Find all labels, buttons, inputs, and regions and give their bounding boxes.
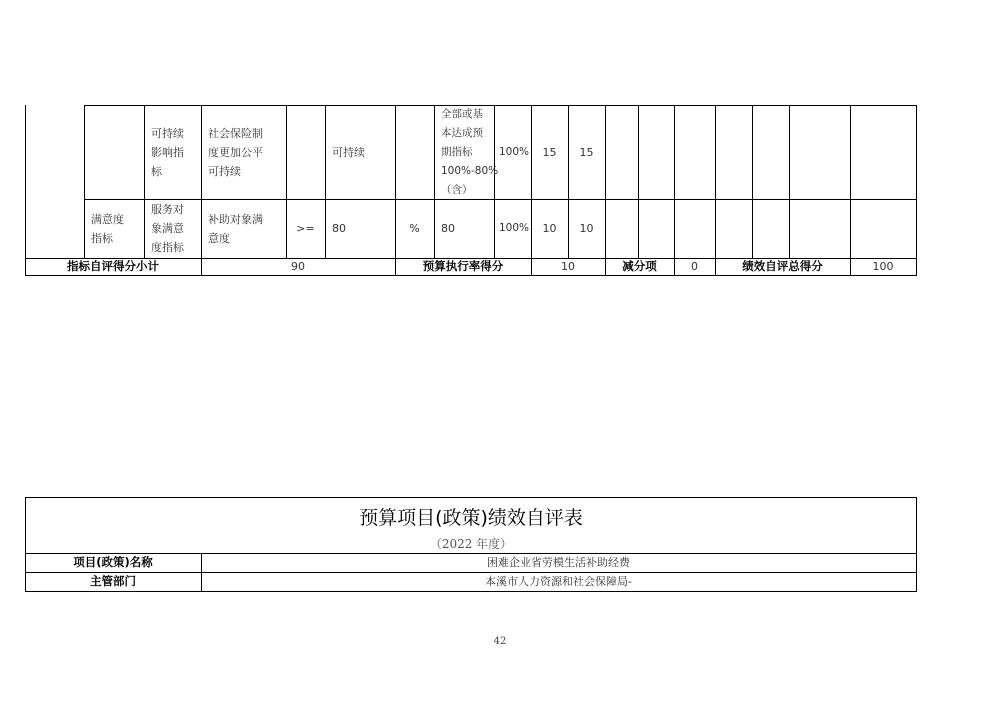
- subtotal-label: 指标自评得分小计: [67, 259, 159, 273]
- indicator-name: 社会保险制 度更加公平 可持续: [208, 127, 263, 178]
- department-value: 本溪市人力资源和社会保障局-: [485, 575, 632, 588]
- table-rule: [84, 199, 917, 200]
- department-label: 主管部门: [90, 574, 136, 588]
- table-rule: [752, 105, 753, 258]
- table-rule: [84, 105, 85, 258]
- table-rule: [201, 105, 202, 276]
- indicator-actual: 80: [441, 222, 455, 235]
- table-rule: [638, 105, 639, 258]
- indicator-weight: 10: [542, 222, 557, 235]
- budget-score-value: 10: [561, 260, 575, 273]
- project-name-value: 困难企业省劳模生活补助经费: [487, 556, 630, 569]
- budget-score-label: 预算执行率得分: [422, 259, 504, 273]
- indicator-score: 15: [579, 146, 594, 159]
- table-year: （2022 年度）: [429, 537, 513, 551]
- subtotal-value: 90: [291, 260, 305, 273]
- page-number: 42: [493, 636, 507, 647]
- indicator-level2: 满意度 指标: [91, 213, 124, 245]
- table-rule: [916, 105, 917, 276]
- deduction-value: 0: [691, 260, 698, 273]
- table-rule: [25, 591, 917, 592]
- table-rule: [84, 105, 917, 106]
- indicator-category: 可持续 影响指 标: [151, 127, 184, 178]
- total-score-value: 100: [872, 260, 894, 273]
- indicator-weight: 15: [542, 146, 557, 159]
- project-name-label: 项目(政策)名称: [73, 555, 153, 569]
- completion-rate: 100%: [499, 222, 530, 234]
- indicator-actual: 全部或基 本达成预 期指标 100%-80% （含）: [441, 108, 499, 196]
- table-rule: [25, 105, 26, 276]
- indicator-unit: %: [409, 222, 420, 235]
- total-score-label: 绩效自评总得分: [742, 259, 823, 273]
- table-title: 预算项目(政策)绩效自评表: [359, 507, 583, 529]
- table-rule: [144, 105, 145, 258]
- table-rule: [789, 105, 790, 258]
- table-rule: [715, 105, 716, 276]
- table-rule: [674, 105, 675, 276]
- table-rule: [850, 105, 851, 276]
- table-rule: [395, 105, 396, 276]
- table-rule: [605, 105, 606, 276]
- table-rule: [531, 105, 532, 276]
- indicator-operator: >=: [296, 222, 315, 235]
- table-rule: [325, 105, 326, 258]
- indicator-target: 80: [332, 222, 346, 235]
- completion-rate: 100%: [499, 146, 530, 158]
- indicator-name: 补助对象满 意度: [208, 213, 263, 245]
- deduction-label: 减分项: [622, 259, 657, 273]
- indicator-target: 可持续: [332, 146, 365, 159]
- indicator-score: 10: [579, 222, 594, 235]
- indicator-category: 服务对 象满意 度指标: [151, 203, 184, 254]
- table-rule: [434, 105, 435, 258]
- table-rule: [25, 497, 917, 498]
